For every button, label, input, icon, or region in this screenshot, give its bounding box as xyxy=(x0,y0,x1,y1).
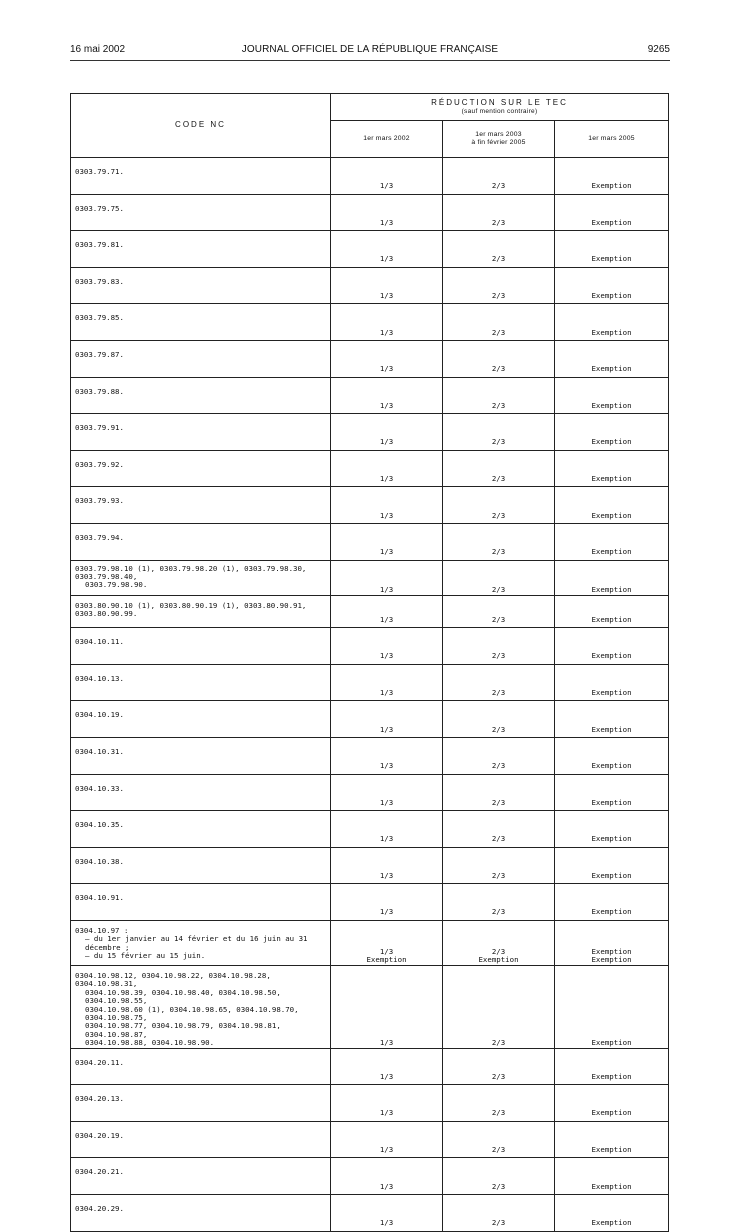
value-cell: Exemption xyxy=(555,194,669,231)
value-cell xyxy=(555,920,669,965)
table-row xyxy=(71,231,669,268)
value-cell: Exemption xyxy=(555,304,669,341)
value-cell: Exemption xyxy=(555,450,669,487)
value-cell: Exemption xyxy=(555,595,669,628)
table-row xyxy=(71,737,669,774)
col-march-2003-line2: à fin février 2005 xyxy=(471,139,526,146)
value-cell: 1/3 xyxy=(331,701,443,738)
code-cell: 0303.79.92. xyxy=(71,450,331,487)
table-row xyxy=(71,194,669,231)
value-cell: Exemption xyxy=(555,158,669,195)
value-cell: 2/3 xyxy=(443,1158,555,1195)
code-line: 0304.10.98.12, 0304.10.98.22, 0304.10.98.28, 0304.10.98.31, xyxy=(75,970,271,989)
code-cell: 0304.10.33. xyxy=(71,774,331,811)
code-cell: 0304.20.13. xyxy=(71,1085,331,1122)
code-cell: 0303.79.75. xyxy=(71,194,331,231)
col-march-2005: 1er mars 2005 xyxy=(555,121,669,158)
value-cell: 1/3 xyxy=(331,414,443,451)
code-line: 0304.10.98.77, 0304.10.98.79, 0304.10.98.81, 0304.10.98.87, xyxy=(85,1021,281,1039)
value-cell: 2/3 xyxy=(443,304,555,341)
value-cell: 1/3 xyxy=(331,1158,443,1195)
value-cell: Exemption xyxy=(555,1085,669,1122)
code-cell xyxy=(71,965,331,1048)
value-line: Exemption xyxy=(591,955,632,965)
value-cell: 2/3 xyxy=(443,595,555,628)
value-cell: 2/3 xyxy=(443,1194,555,1231)
value-cell: 2/3 xyxy=(443,450,555,487)
code-cell xyxy=(71,920,331,965)
value-cell: Exemption xyxy=(555,414,669,451)
col-march-2003 xyxy=(443,121,555,158)
value-cell: Exemption xyxy=(555,340,669,377)
code-cell: 0303.79.88. xyxy=(71,377,331,414)
reduction-title: RÉDUCTION SUR LE TEC xyxy=(431,98,568,108)
value-cell: Exemption xyxy=(555,884,669,921)
table-row xyxy=(71,1194,669,1231)
journal-title: JOURNAL OFFICIEL DE LA RÉPUBLIQUE FRANÇAISE xyxy=(241,44,499,55)
value-cell: 2/3 xyxy=(443,701,555,738)
value-cell: 1/3 xyxy=(331,340,443,377)
value-cell: 2/3 xyxy=(443,774,555,811)
code-cell: 0303.79.87. xyxy=(71,340,331,377)
table-row xyxy=(71,158,669,195)
value-line: 2/3 xyxy=(491,947,506,957)
value-cell xyxy=(331,920,443,965)
code-cell: 0303.79.94. xyxy=(71,523,331,560)
value-cell: 1/3 xyxy=(331,1085,443,1122)
code-cell: 0304.10.19. xyxy=(71,701,331,738)
value-cell: Exemption xyxy=(555,965,669,1048)
value-cell: 1/3 xyxy=(331,965,443,1048)
value-cell: 2/3 xyxy=(443,377,555,414)
table-row xyxy=(71,1048,669,1085)
col-march-2002: 1er mars 2002 xyxy=(331,121,443,158)
value-cell: Exemption xyxy=(555,267,669,304)
value-cell: 1/3 xyxy=(331,1121,443,1158)
page-header xyxy=(70,42,670,61)
table-row xyxy=(71,811,669,848)
code-cell: 0304.20.19. xyxy=(71,1121,331,1158)
value-cell: 1/3 xyxy=(331,304,443,341)
table-row xyxy=(71,1085,669,1122)
value-cell: 2/3 xyxy=(443,414,555,451)
table-row xyxy=(71,1158,669,1195)
code-cell: 0303.79.91. xyxy=(71,414,331,451)
value-cell: 2/3 xyxy=(443,811,555,848)
table-row xyxy=(71,595,669,628)
code-cell: 0303.79.93. xyxy=(71,487,331,524)
value-cell: 2/3 xyxy=(443,737,555,774)
value-cell: 2/3 xyxy=(443,158,555,195)
page-number: 9265 xyxy=(647,44,670,55)
tariff-reduction-table xyxy=(70,93,669,1232)
table-row xyxy=(71,487,669,524)
table-row xyxy=(71,664,669,701)
code-cell: 0303.80.90.10 (1), 0303.80.90.19 (1), 0303.80.90.91, 0303.80.90.99. xyxy=(71,595,331,628)
value-cell: Exemption xyxy=(555,560,669,595)
table-row xyxy=(71,304,669,341)
table-row xyxy=(71,884,669,921)
value-cell: 2/3 xyxy=(443,1121,555,1158)
value-cell: 1/3 xyxy=(331,377,443,414)
code-line: 0303.79.98.90. xyxy=(85,580,148,590)
value-cell: 2/3 xyxy=(443,560,555,595)
value-cell: 1/3 xyxy=(331,774,443,811)
code-cell: 0303.79.85. xyxy=(71,304,331,341)
value-line: Exemption xyxy=(478,955,519,965)
table-row xyxy=(71,450,669,487)
value-cell: 2/3 xyxy=(443,340,555,377)
code-line: 0304.10.98.88, 0304.10.98.90. xyxy=(85,1038,215,1048)
code-line: – du 15 février au 15 juin. xyxy=(85,951,206,961)
value-cell: 1/3 xyxy=(331,194,443,231)
value-cell: Exemption xyxy=(555,811,669,848)
code-line: 0303.79.98.10 (1), 0303.79.98.20 (1), 0303.79.98.30, 0303.79.98.40, xyxy=(75,563,307,581)
value-cell: Exemption xyxy=(555,1121,669,1158)
value-cell: 1/3 xyxy=(331,1194,443,1231)
value-cell: 2/3 xyxy=(443,523,555,560)
value-cell: 1/3 xyxy=(331,560,443,595)
value-cell: Exemption xyxy=(555,231,669,268)
table-row xyxy=(71,847,669,884)
value-cell: 2/3 xyxy=(443,1048,555,1085)
code-cell: 0304.10.38. xyxy=(71,847,331,884)
code-cell: 0304.10.35. xyxy=(71,811,331,848)
value-cell: 2/3 xyxy=(443,267,555,304)
code-cell: 0303.79.83. xyxy=(71,267,331,304)
value-cell: Exemption xyxy=(555,523,669,560)
code-line: – du 1er janvier au 14 février et du 16 juin au 31 décembre ; xyxy=(85,934,308,952)
value-cell: 2/3 xyxy=(443,884,555,921)
value-cell: 1/3 xyxy=(331,487,443,524)
value-cell: Exemption xyxy=(555,487,669,524)
value-cell: 1/3 xyxy=(331,523,443,560)
code-cell: 0304.20.29. xyxy=(71,1194,331,1231)
value-cell: 1/3 xyxy=(331,664,443,701)
value-cell: Exemption xyxy=(555,1048,669,1085)
code-cell: 0304.10.91. xyxy=(71,884,331,921)
code-line: 0304.10.97 : xyxy=(75,925,129,935)
value-cell: 2/3 xyxy=(443,1085,555,1122)
value-cell: 1/3 xyxy=(331,811,443,848)
table-row xyxy=(71,701,669,738)
value-cell: 2/3 xyxy=(443,664,555,701)
value-cell: 1/3 xyxy=(331,595,443,628)
value-cell: 1/3 xyxy=(331,231,443,268)
value-cell: 2/3 xyxy=(443,194,555,231)
value-cell: Exemption xyxy=(555,701,669,738)
code-line: 0304.10.98.39, 0304.10.98.40, 0304.10.98.50, 0304.10.98.55, xyxy=(85,987,281,1006)
value-cell xyxy=(443,920,555,965)
table-row xyxy=(71,377,669,414)
code-cell: 0304.10.13. xyxy=(71,664,331,701)
value-cell: 1/3 xyxy=(331,628,443,665)
value-cell: Exemption xyxy=(555,1194,669,1231)
code-cell xyxy=(71,560,331,595)
table-row xyxy=(71,414,669,451)
value-cell: Exemption xyxy=(555,774,669,811)
value-cell: 1/3 xyxy=(331,267,443,304)
value-cell: Exemption xyxy=(555,628,669,665)
value-cell: 2/3 xyxy=(443,847,555,884)
value-cell: 1/3 xyxy=(331,450,443,487)
code-cell: 0304.10.11. xyxy=(71,628,331,665)
value-cell: Exemption xyxy=(555,737,669,774)
code-nc-header: CODE NC xyxy=(71,94,331,158)
value-line: 1/3 xyxy=(379,947,394,957)
issue-date: 16 mai 2002 xyxy=(70,44,126,55)
value-cell: Exemption xyxy=(555,847,669,884)
value-line: Exemption xyxy=(366,955,407,965)
value-cell: 2/3 xyxy=(443,231,555,268)
table-row xyxy=(71,965,669,1048)
table-row xyxy=(71,523,669,560)
reduction-subtitle: (sauf mention contraire) xyxy=(461,107,538,115)
value-cell: 1/3 xyxy=(331,1048,443,1085)
table-row xyxy=(71,920,669,965)
value-cell: 1/3 xyxy=(331,158,443,195)
table-row xyxy=(71,267,669,304)
value-cell: Exemption xyxy=(555,1158,669,1195)
value-cell: 2/3 xyxy=(443,487,555,524)
table-row xyxy=(71,560,669,595)
col-march-2003-line1: 1er mars 2003 xyxy=(475,131,522,138)
value-cell: 2/3 xyxy=(443,628,555,665)
reduction-header xyxy=(331,94,669,121)
value-cell: Exemption xyxy=(555,664,669,701)
value-cell: 1/3 xyxy=(331,884,443,921)
code-cell: 0304.10.31. xyxy=(71,737,331,774)
table-row xyxy=(71,340,669,377)
value-cell: 1/3 xyxy=(331,847,443,884)
value-cell: 2/3 xyxy=(443,965,555,1048)
value-line: Exemption xyxy=(591,947,632,957)
code-cell: 0303.79.81. xyxy=(71,231,331,268)
value-cell: 1/3 xyxy=(331,737,443,774)
table-row xyxy=(71,1121,669,1158)
code-cell: 0304.20.21. xyxy=(71,1158,331,1195)
value-cell: Exemption xyxy=(555,377,669,414)
table-row xyxy=(71,774,669,811)
code-line: 0304.10.98.60 (1), 0304.10.98.65, 0304.10.98.70, 0304.10.98.75, xyxy=(85,1004,299,1022)
table-row xyxy=(71,628,669,665)
code-cell: 0303.79.71. xyxy=(71,158,331,195)
code-cell: 0304.20.11. xyxy=(71,1048,331,1085)
